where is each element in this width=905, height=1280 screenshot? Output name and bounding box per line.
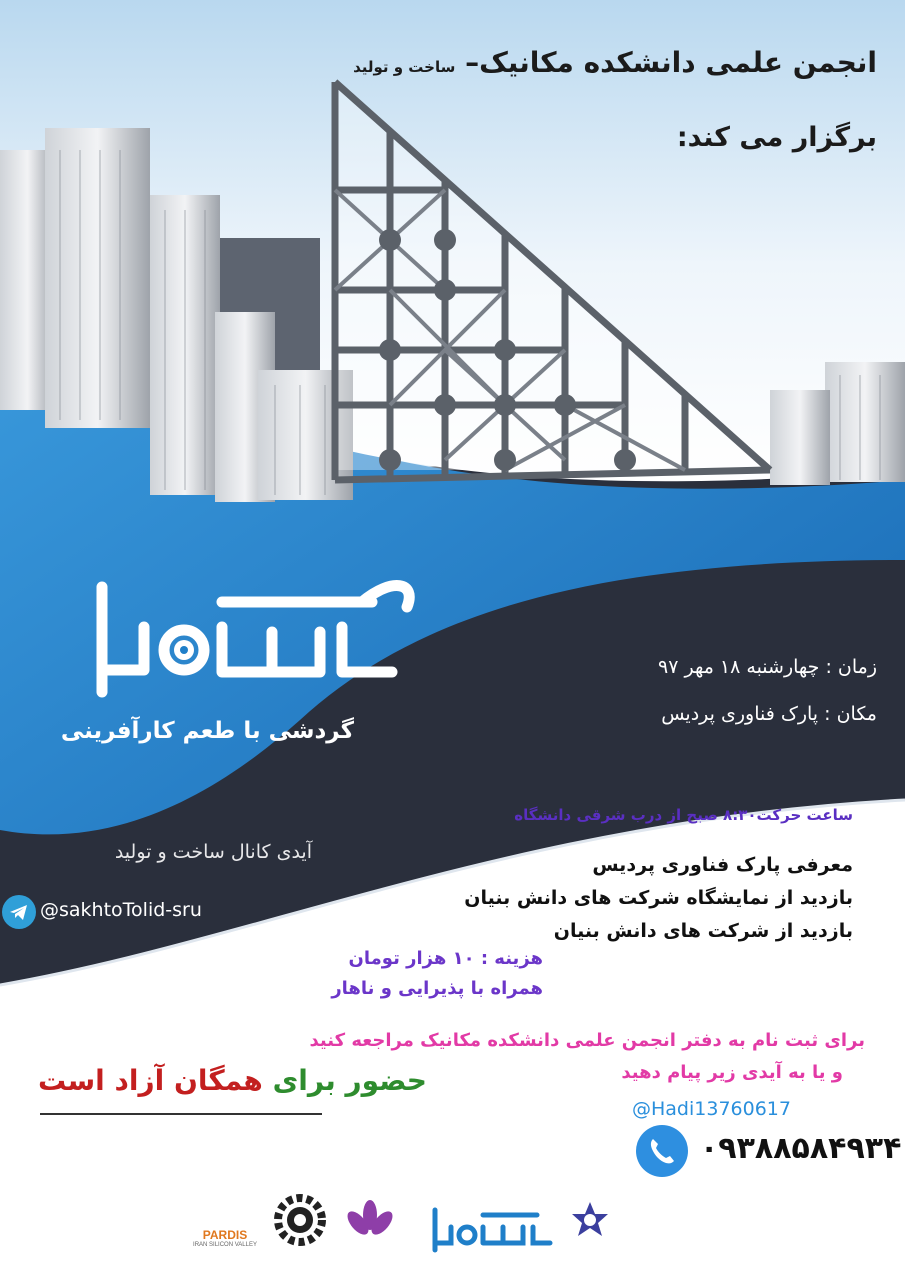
university-seal-icon <box>565 1198 615 1253</box>
event-logo-small <box>425 1205 555 1255</box>
organizer-name: انجمن علمی دانشکده مکانیک– <box>465 46 877 79</box>
registration-alt: و یا به آیدی زیر پیام دهید <box>621 1062 843 1083</box>
event-logo <box>72 572 432 702</box>
departure-time: ساعت حرکت۸:۳۰ صبح از درب شرقی دانشگاه <box>514 806 853 824</box>
contact-telegram-id[interactable]: @Hadi13760617 <box>632 1098 791 1120</box>
pardis-caption: IRAN SILICON VALLEY <box>193 1242 257 1248</box>
channel-label: آیدی کانال ساخت و تولید <box>114 841 312 863</box>
fee-includes: همراه با پذیرایی و ناهار <box>331 978 543 999</box>
program-item: بازدید از شرکت های دانش بنیان <box>553 920 853 942</box>
event-tagline: گردشی با طعم کارآفرینی <box>60 718 354 744</box>
program-item: معرفی پارک فناوری پردیس <box>592 854 853 876</box>
contact-phone[interactable]: ۰۹۳۸۸۵۸۴۹۳۴ <box>700 1131 902 1166</box>
organizer-branch: ساخت و تولید <box>353 58 456 76</box>
telegram-icon[interactable] <box>2 895 36 929</box>
divider-line <box>40 1113 322 1115</box>
event-time: زمان : چهارشنبه ۱۸ مهر ۹۷ <box>658 656 877 678</box>
free-entry-part2: همگان آزاد است <box>38 1064 263 1097</box>
free-entry-banner <box>38 1064 427 1097</box>
organizer-title <box>353 46 877 79</box>
gear-icon <box>174 640 194 660</box>
pardis-logo <box>190 1200 260 1260</box>
gear-icon <box>270 1190 330 1250</box>
lotus-icon <box>340 1195 400 1255</box>
presents-text: برگزار می کند: <box>676 122 877 153</box>
sponsor-row <box>190 1190 650 1270</box>
registration-instructions: برای ثبت نام به دفتر انجمن علمی دانشکده مکانیک مراجعه کنید <box>309 1030 865 1051</box>
event-place: مکان : پارک فناوری پردیس <box>661 703 877 725</box>
event-logo-mark <box>72 572 432 702</box>
fee-amount: هزینه : ۱۰ هزار تومان <box>348 948 543 969</box>
program-item: بازدید از نمایشگاه شرکت های دانش بنیان <box>464 887 853 909</box>
channel-handle[interactable]: @sakhtoTolid-sru <box>40 899 202 921</box>
pardis-name: PARDIS <box>202 1228 248 1242</box>
free-entry-part1: حضور برای <box>272 1064 427 1097</box>
phone-icon[interactable] <box>636 1125 688 1177</box>
